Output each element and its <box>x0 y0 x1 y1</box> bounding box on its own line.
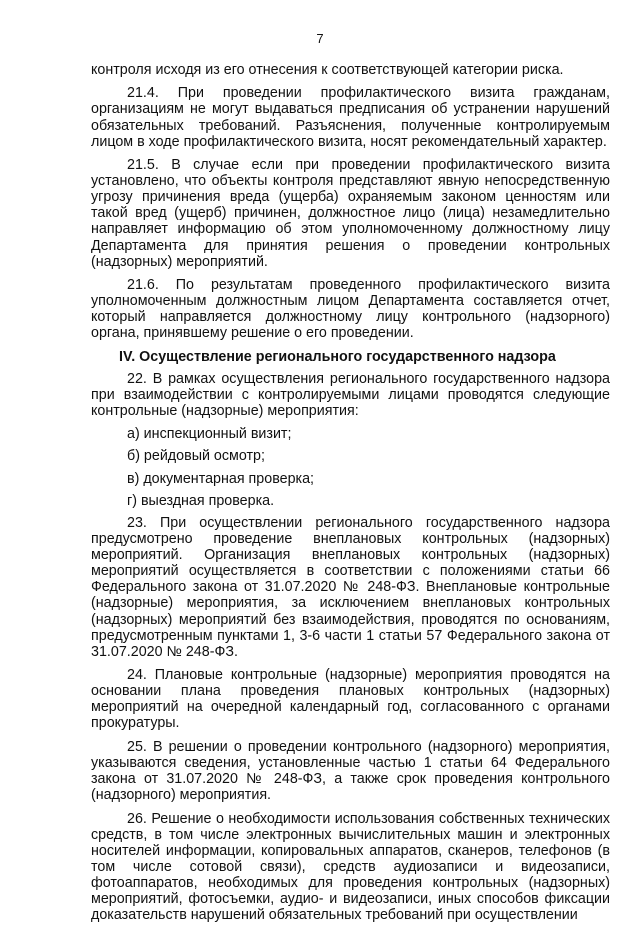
paragraph-26: 26. Решение о необходимости использования собственных технических средств, в том числе электронных вычислительных машин и электронных носителей информации, копировальных аппаратов, сканеров, телефонов (в том числе сотовой связи), средств аудиозаписи и видеозаписи, фотоаппаратов, необходимых для проведения контрольных (надзорных) мероприятий, фотосъемки, аудио- и видеозаписи, иных способов фиксации доказательств нарушений обязательных требований при осуществлении <box>91 810 610 924</box>
paragraph-24: 24. Плановые контрольные (надзорные) мероприятия проводятся на основании плана проведения плановых контрольных (надзорных) мероприятий на очередной календарный год, согласованного с органами прокуратуры. <box>91 667 610 732</box>
paragraph-23: 23. При осуществлении регионального государственного надзора предусмотрено проведение внеплановых контрольных (надзорных) мероприятий. Организация внеплановых контрольных (надзорных) мероприятий осуществляется в соответствии с положениями статьи 66 Федерального закона от 31.07.2020 № 248-ФЗ. Внеплановые контрольные (надзорные) мероприятия, за исключением внеплановых контрольных (надзорных) мероприятий без взаимодействия, проводятся по основаниям, предусмотренным пунктами 1, 3-6 части 1 статьи 57 Федерального закона от 31.07.2020 № 248-ФЗ. <box>91 515 610 660</box>
paragraph-25: 25. В решении о проведении контрольного (надзорного) мероприятия, указываются сведения, установленные частью 1 статьи 64 Федерального закона от 31.07.2020 № 248-ФЗ, а также срок проведения контрольного (надзорного) мероприятия. <box>91 738 610 804</box>
paragraph-21-5: 21.5. В случае если при проведении профилактического визита установлено, что объекты контроля представляют явную непосредственную угрозу причинения вреда (ущерба) охраняемым законом ценностям или такой вред (ущерб) причинен, должностное лицо (лица) незамедлительно направляет информацию об этом уполномоченному должностному лицу Департамента для принятия решения о проведении контрольных (надзорных) мероприятий. <box>91 157 610 270</box>
list-item-b: б) рейдовый осмотр; <box>127 448 265 465</box>
document-body <box>91 62 610 930</box>
list-item-d: г) выездная проверка. <box>127 492 275 509</box>
paragraph-21-6: 21.6. По результатам проведенного профилактического визита уполномоченным должностным лицом Департамента составляется отчет, который направляется должностному лицу контрольного (надзорного) органа, принявшему решение о его проведении. <box>91 277 610 342</box>
section-heading: IV. Осуществление регионального государственного надзора <box>119 348 556 365</box>
list-item-a: а) инспекционный визит; <box>127 426 292 443</box>
paragraph-continuation: контроля исходя из его отнесения к соответствующей категории риска. <box>91 62 564 78</box>
page-number: 7 <box>316 31 324 46</box>
list-item-c: в) документарная проверка; <box>127 470 315 487</box>
paragraph-22: 22. В рамках осуществления регионального государственного надзора при взаимодействии с контролируемыми лицами проводятся следующие контрольные (надзорные) мероприятия: <box>91 370 610 419</box>
paragraph-21-4: 21.4. При проведении профилактического визита гражданам, организациям не могут выдаваться предписания об устранении нарушений обязательных требований. Разъяснения, полученные контролируемым лицом в ходе профилактического визита, носят рекомендательный характер. <box>91 85 610 150</box>
